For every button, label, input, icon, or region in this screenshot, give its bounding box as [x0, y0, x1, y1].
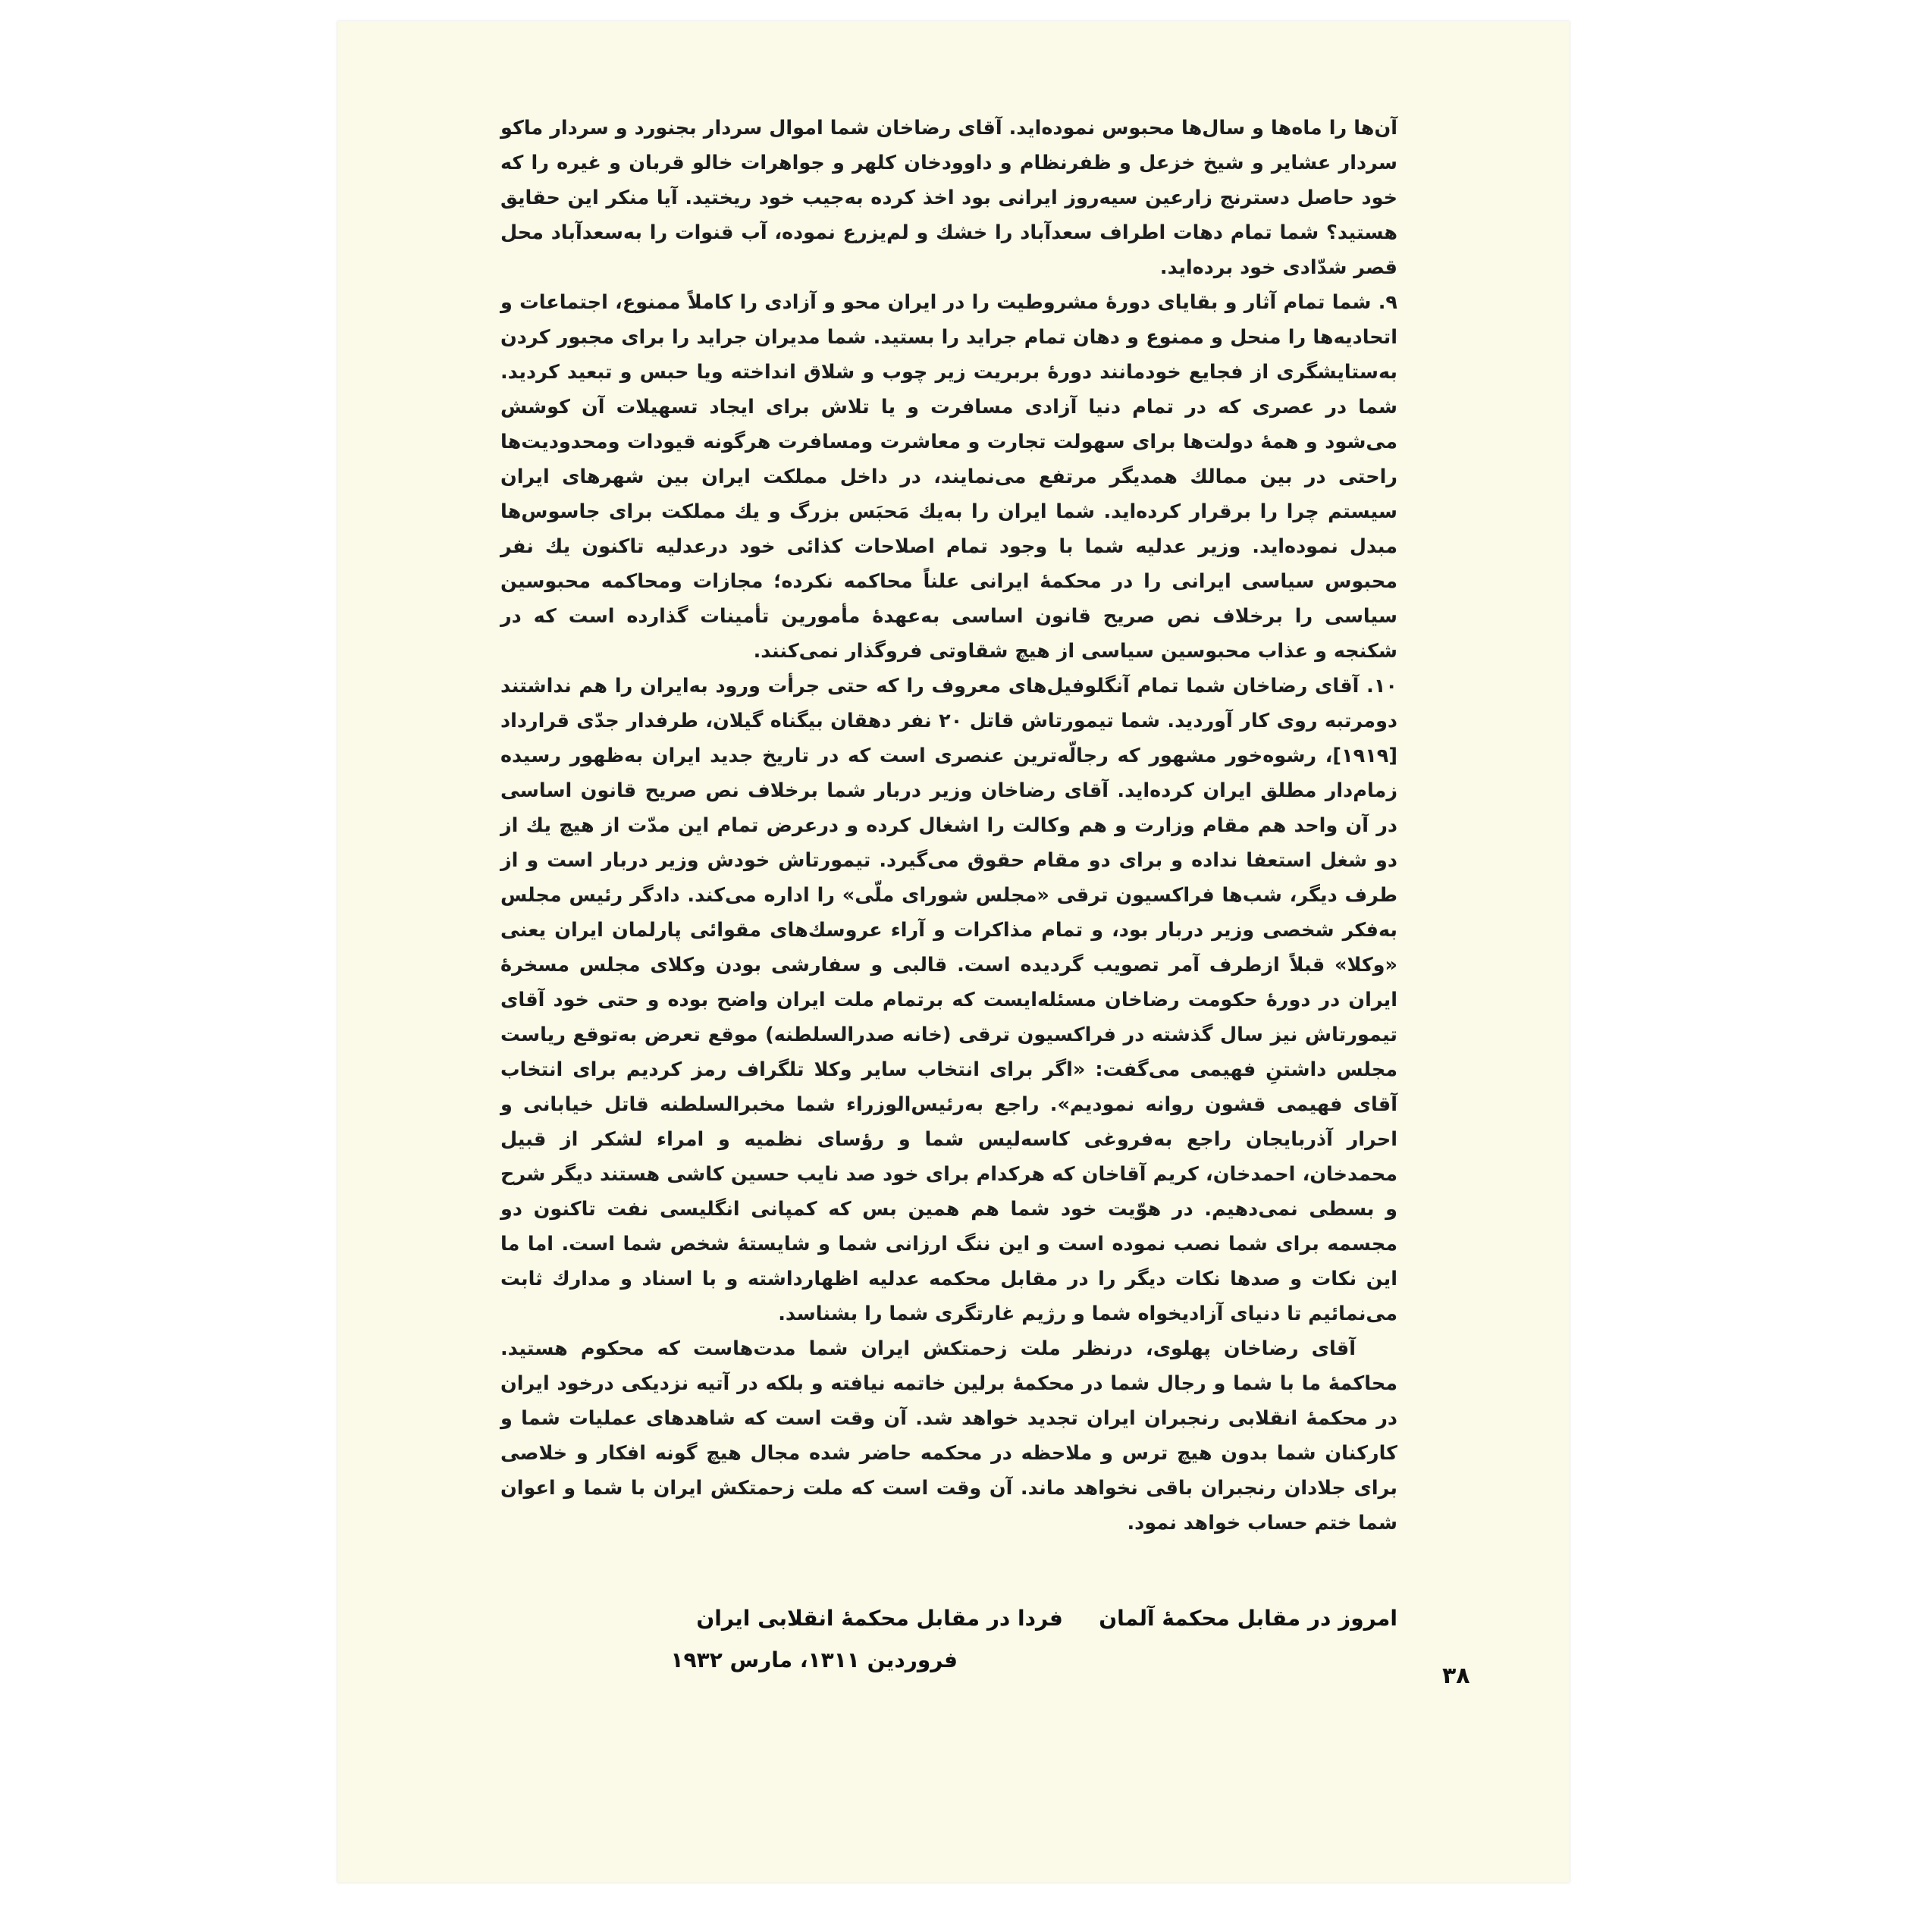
paragraph-2: ۹. شما تمام آثار و بقایای دورهٔ مشروطیت را در ایران محو و آزادی را کاملاً ممنوع، اجتماعات و اتحادیه‌ها را منحل و ممنوع و دهان تمام جراید را بستید. شما مدیران جراید را برای مجبور کردن به‌ستایشگری از فجایع خودمانند دورهٔ بربریت زیر چوب و شلاق انداخته ویا حبس و تبعید کردید. شما در عصری که در تمام دنیا آزادی مسافرت و یا تلاش برای ایجاد تسهیلات آن کوشش می‌شود و همهٔ دولت‌ها برای سهولت تجارت و معاشرت ومسافرت هرگونه قیودات ومحدودیت‌ها راحتی در بین ممالك همدیگر مرتفع می‌نمایند، در داخل مملکت ایران بین شهرهای ایران سیستم چرا را برقرار کرده‌اید. شما ایران را به‌یك مَحبَس بزرگ و یك مملکت برای جاسوس‌ها مبدل نموده‌اید. وزیر عدلیه شما با وجود تمام اصلاحات کذائی خود درعدلیه تاکنون یك نفر محبوس سیاسی ایرانی را در محکمهٔ ایرانی علناً محاکمه نکرده؛ مجازات ومحاکمه محبوسین سیاسی را برخلاف نص صریح قانون اساسی به‌عهدهٔ مأمورین تأمینات گذارده است که در شکنجه و عذاب محبوسین سیاسی از هیچ شقاوتی فروگذار نمی‌کنند. — [500, 291, 1397, 663]
closing-line-1 — [696, 1600, 1397, 1638]
body-text — [500, 111, 1397, 1541]
closing-line-1-right: امروز در مقابل محکمهٔ آلمان — [1099, 1606, 1397, 1631]
paragraph-4: آقای رضاخان پهلوی، درنظر ملت زحمتکش ایران شما مدت‌هاست که محکوم هستید. محاکمهٔ ما با شما و رجال شما در محکمهٔ برلین خاتمه نیافته و بلکه در آتیه نزدیکی درخود ایران در محکمهٔ انقلابی رنجبران ایران تجدید خواهد شد. آن وقت است که شاهدهای عملیات شما و کارکنان شما بدون هیچ ترس و ملاحظه در محکمه حاضر شده مجال هیچ گونه افکار و خلاصی برای جلادان رنجبران باقی نخواهد ماند. آن وقت است که ملت زحمتکش ایران با شما و اعوان شما ختم حساب خواهد نمود. — [500, 1337, 1397, 1534]
paragraph-3: ۱۰. آقای رضاخان شما تمام آنگلوفیل‌های معروف را که حتی جرأت ورود به‌ایران را هم نداشتند دومرتبه روی کار آوردید. شما تیمورتاش قاتل ۲۰ نفر دهقان بیگناه گیلان، طرفدار جدّی قرارداد [۱۹۱۹]، رشوه‌خور مشهور که رجالّه‌ترین عنصری است که در تاریخ جدید ایران به‌ظهور رسیده زمام‌دار مطلق ایران کرده‌اید. آقای رضاخان وزیر دربار شما برخلاف نص صریح قانون اساسی در آن واحد هم مقام وزارت و هم وکالت را اشغال کرده و درعرض تمام این مدّت از هیچ یك از دو شغل استعفا نداده و برای دو مقام حقوق می‌گیرد. تیمورتاش خودش وزیر دربار است و از طرف دیگر، شب‌ها فراکسیون ترقی «مجلس شورای ملّی» را اداره می‌کند. دادگر رئیس مجلس به‌فکر شخصی وزیر دربار بود، و تمام مذاکرات و آراء عروسك‌های مقوائی پارلمان ایران یعنی «وکلا» قبلاً ازطرف آمر تصویب گردیده است. قالبی و سفارشی بودن وکلای مجلس مسخرهٔ ایران در دورهٔ حکومت رضاخان مسئله‌ایست که برتمام ملت ایران واضح بوده و حتی خود آقای تیمورتاش نیز سال گذشته در فراکسیون ترقی (خانه صدرالسلطنه) موقع تعرض به‌توقع ریاست مجلس داشتنِ فهیمی می‌گفت: «اگر برای انتخاب سایر وکلا تلگراف رمز کردیم برای انتخاب آقای فهیمی قشون روانه نمودیم». راجع به‌رئیس‌الوزراء شما مخبرالسلطنه قاتل خیابانی و احرار آذربایجان راجع به‌فروغی کاسه‌لیس شما و رؤسای نظمیه و امراء لشکر از قبیل محمدخان، احمدخان، کریم آقاخان که هرکدام برای خود صد نایب حسین کاشی هستند دیگر شرح و بسطی نمی‌دهیم. در هوّیت خود شما هم همین بس که کمپانی انگلیسی نفت تاکنون دو مجسمه برای شما نصب نموده است و این ننگ ارزانی شما و شایستهٔ شخص شما است. اما ما این نکات و صدها نکات دیگر را در مقابل محکمه عدلیه اظهارداشته و با اسناد و مدارك ثابت می‌نمائیم تا دنیای آزادیخواه شما و رژیم غارتگری شما را بشناسد. — [500, 675, 1397, 1325]
page-number: ۳۸ — [1442, 1663, 1470, 1689]
closing-line-2: فروردین ۱۳۱۱، مارس ۱۹۳۲ — [670, 1647, 958, 1672]
closing-signature — [500, 1600, 1397, 1683]
closing-line-1-left: فردا در مقابل محکمهٔ انقلابی ایران — [696, 1606, 1063, 1631]
paragraph-1: آن‌ها را ماه‌ها و سال‌ها محبوس نموده‌اید. آقای رضاخان شما اموال سردار بجنورد و سردار ماکو سردار عشایر و شیخ خزعل و ظفرنظام و داوودخان کلهر و جواهرات خالو قربان و غیره را که خود حاصل دسترنج زارعین سیه‌روز ایرانی بود اخذ کرده به‌جیب خود ریختید. آیا منکر این حقایق هستید؟ شما تمام دهات اطراف سعدآباد را خشك و لم‌یزرع نموده، آب قنوات را به‌سعدآباد محل قصر شدّادی خود برده‌اید. — [500, 117, 1397, 279]
scanned-page — [337, 21, 1570, 1882]
